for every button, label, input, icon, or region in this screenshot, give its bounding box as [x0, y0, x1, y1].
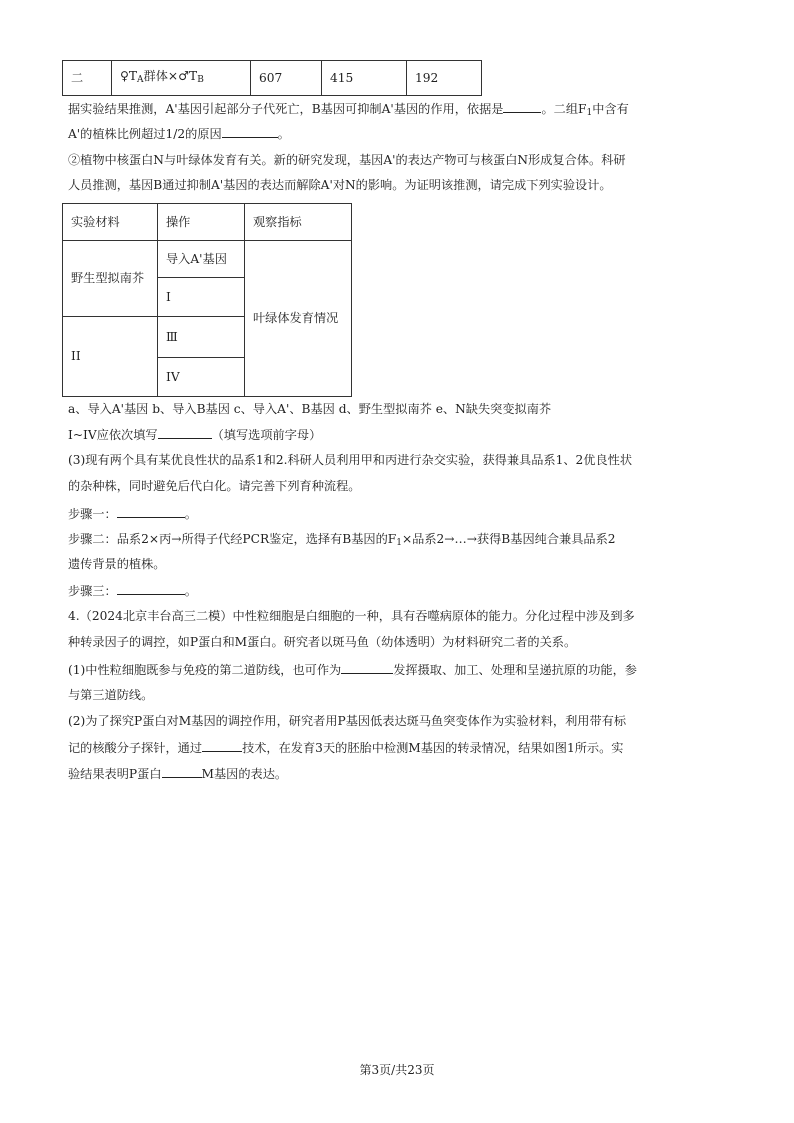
paragraph-line: 与第三道防线。: [68, 688, 154, 702]
material-cell: 野生型拟南芥: [63, 241, 158, 317]
operation-cell: Ⅲ: [158, 317, 245, 358]
paragraph-line: 人员推测，基因B通过抑制A'基因的表达而解除A'对N的影响。为证明该推测，请完成下列实验设计。: [68, 178, 612, 192]
sub-question: (2)为了探究P蛋白对M基因的调控作用，研究者用P基因低表达斑马鱼突变体作为实验材料，利用带有标: [68, 714, 627, 728]
header-cell: 实验材料: [63, 204, 158, 241]
group-cell: 二: [63, 61, 112, 96]
answer-blank[interactable]: [117, 582, 185, 595]
table-row: [63, 241, 352, 278]
answer-blank[interactable]: [222, 125, 278, 138]
sub-question: (1)中性粒细胞既参与免疫的第二道防线，也可作为 发挥摄取、加工、处理和呈递抗原的功能，参: [68, 663, 637, 677]
table-header-row: [63, 204, 352, 241]
paragraph-line: 验结果表明P蛋白 M基因的表达。: [68, 767, 288, 781]
operation-cell: 导入A'基因: [158, 241, 245, 278]
answer-blank[interactable]: [202, 739, 242, 752]
paragraph-line: 的杂种株，同时避免后代白化。请完善下列育种流程。: [68, 479, 361, 493]
paragraph-line: 据实验结果推测，A'基因引起部分子代死亡，B基因可抑制A'基因的作用，依据是 。二组$F_1$中含有: [68, 102, 629, 118]
step-three: 步骤三： 。: [68, 584, 197, 598]
paragraph-line: ②植物中核蛋白N与叶绿体发育有关。新的研究发现，基因A'的表达产物可与核蛋白N形成复合体。科研: [68, 153, 626, 167]
question-stem: 4.（2024北京丰台高三二模）中性粒细胞是白细胞的一种，具有吞噬病原体的能力。分化过程中涉及到多: [68, 609, 635, 623]
step-two: 步骤二：品系2×丙→所得子代经PCR鉴定，选择有B基因的$F_1\times$品系2→…→获得B基因纯合兼具品系2: [68, 532, 616, 548]
cross-cell: $♀T_A$群体$\times♂T_B$: [112, 61, 251, 96]
page-footer: 第3页/共23页: [359, 1063, 435, 1077]
options-line: a、导入A'基因 b、导入B基因 c、导入A'、B基因 d、野生型拟南芥 e、N缺失突变拟南芥: [68, 402, 552, 416]
fill-instruction: I~IV应依次填写 （填写选项前字母）: [68, 428, 322, 442]
top-table: [62, 60, 482, 96]
indicator-cell: 叶绿体发育情况: [245, 241, 352, 397]
paragraph-line: 遗传背景的植株。: [68, 557, 166, 571]
experiment-table: [62, 203, 352, 397]
answer-blank[interactable]: [162, 765, 202, 778]
count-cell: 607: [251, 61, 322, 96]
header-cell: 观察指标: [245, 204, 352, 241]
answer-blank[interactable]: [117, 505, 185, 518]
count-cell: 415: [322, 61, 407, 96]
header-cell: 操作: [158, 204, 245, 241]
step-one: 步骤一： 。: [68, 507, 197, 521]
count-cell: 192: [407, 61, 482, 96]
paragraph-line: 记的核酸分子探针，通过 技术，在发育3天的胚胎中检测M基因的转录情况，结果如图1所示。实: [68, 741, 624, 755]
material-cell: II: [63, 317, 158, 397]
operation-cell: IV: [158, 358, 245, 397]
answer-blank[interactable]: [158, 426, 212, 439]
operation-cell: I: [158, 278, 245, 317]
table-row: [63, 61, 482, 96]
answer-blank[interactable]: [341, 661, 393, 674]
paragraph-line: (3)现有两个具有某优良性状的品系1和2.科研人员利用甲和丙进行杂交实验，获得兼具品系1、2优良性状: [68, 453, 633, 467]
question-stem: 种转录因子的调控，如P蛋白和M蛋白。研究者以斑马鱼（幼体透明）为材料研究二者的关系。: [68, 635, 577, 649]
paragraph-line: A'的植株比例超过1/2的原因 。: [68, 127, 290, 141]
answer-blank[interactable]: [503, 100, 541, 113]
